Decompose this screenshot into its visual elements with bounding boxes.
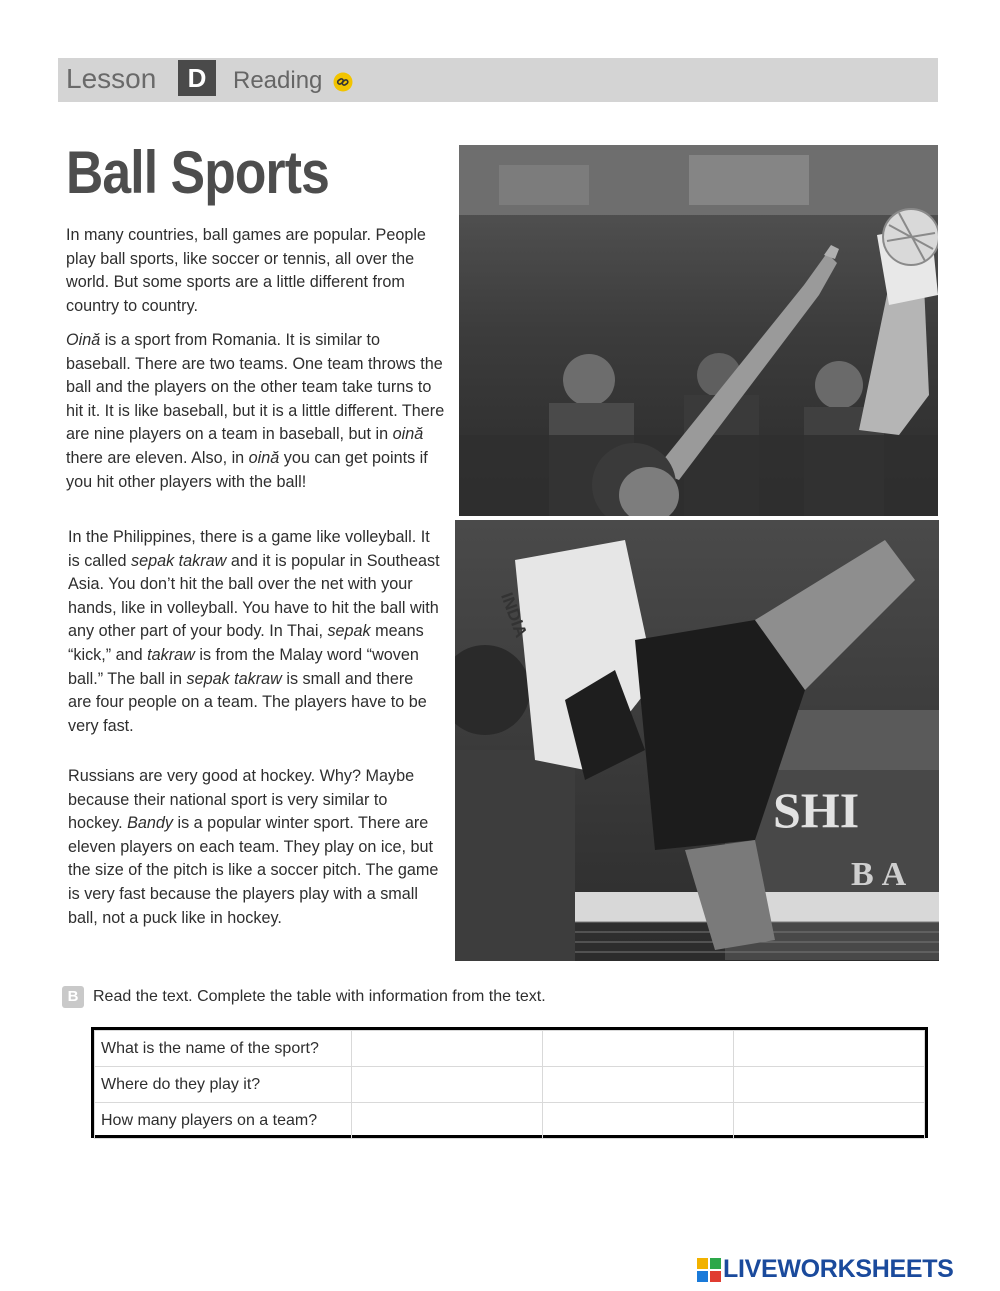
table-row [95,1103,925,1139]
paragraph-text: you can get points if you hit other players with the ball! [66,448,428,491]
paragraph-text: In many countries, ball games are popular. People play ball sports, like soccer or tennis, all over the world. But some sports are a little different from country to country. [66,226,426,315]
jersey-text: INDIA [497,590,531,640]
answer-cell[interactable] [733,1103,924,1139]
lesson-label: Lesson [66,63,157,94]
section-label: Reading [233,67,323,94]
sepak-takraw-photo-bottom [455,520,939,961]
table-row [95,1031,925,1067]
paragraph-text: means “kick,” and [68,622,424,664]
paragraph-sepak-takraw [68,526,440,738]
answer-cell[interactable] [351,1067,542,1103]
sepak-takraw-photo-top [459,145,938,516]
paragraph-text: there are eleven. Also, in [66,448,249,467]
exercise-badge: B [62,986,84,1008]
paragraph-bandy [68,765,440,930]
italic-term: sepak takraw [130,551,227,570]
answer-cell[interactable] [542,1067,733,1103]
answer-cell[interactable] [733,1067,924,1103]
paragraph-text: is a popular winter sport. There are eleven players on each team. They play on ice, but the size of the pitch is like a soccer pitch. The game is very fast because the players play with a small ball, not a puck like in hockey. [68,814,439,927]
answer-cell[interactable] [542,1031,733,1067]
banner-text-1: SHI [773,782,860,838]
paragraph-text: In the Philippines, there is a game like volleyball. It is called [68,528,430,570]
answer-cell[interactable] [351,1031,542,1067]
link-icon[interactable] [333,72,353,92]
italic-term: Oină [66,331,101,349]
paragraph-text: is small and there are four people on a team. The players have to be very fast. [68,669,427,735]
question-cell: What is the name of the sport? [95,1031,352,1067]
paragraph-text: is a sport from Romania. It is similar to baseball. There are two teams. One team throws the ball and the players on the other team take turns to hit it. It is like baseball, but it is a little different. There are nine players on a team in baseball, but in [66,331,445,444]
paragraph-intro [66,224,448,318]
page-title: Ball Sports [66,139,329,206]
italic-term: oină [248,448,280,467]
exercise-instruction: Read the text. Complete the table with information from the text. [93,988,546,1005]
paragraph-oina [66,329,448,494]
answer-table [91,1027,928,1138]
italic-term: oină [392,425,424,444]
liveworksheets-logo-icon [697,1258,721,1282]
italic-term: takraw [147,645,195,664]
paragraph-text: Russians are very good at hockey. Why? Maybe because their national sport is very similar to hockey. [68,767,415,833]
italic-term: sepak takraw [186,669,282,688]
answer-cell[interactable] [351,1103,542,1139]
lesson-letter-badge: D [178,60,216,96]
question-cell: How many players on a team? [95,1103,352,1139]
answer-cell[interactable] [733,1031,924,1067]
lesson-header [58,58,938,102]
italic-term: Bandy [127,814,173,833]
paragraph-text: and it is popular in Southeast Asia. You don’t hit the ball over the net with your hands, like in volleyball. You have to hit the ball with any other part of your body. In Thai, [68,551,440,641]
question-cell: Where do they play it? [95,1067,352,1103]
paragraph-text: is from the Malay word “woven ball.” The ball in [68,645,419,688]
answer-cell[interactable] [542,1103,733,1139]
banner-text-2: BA [851,856,915,893]
italic-term: sepak [327,622,371,641]
table-row [95,1067,925,1103]
brand-name: LIVEWORKSHEETS [723,1255,954,1283]
